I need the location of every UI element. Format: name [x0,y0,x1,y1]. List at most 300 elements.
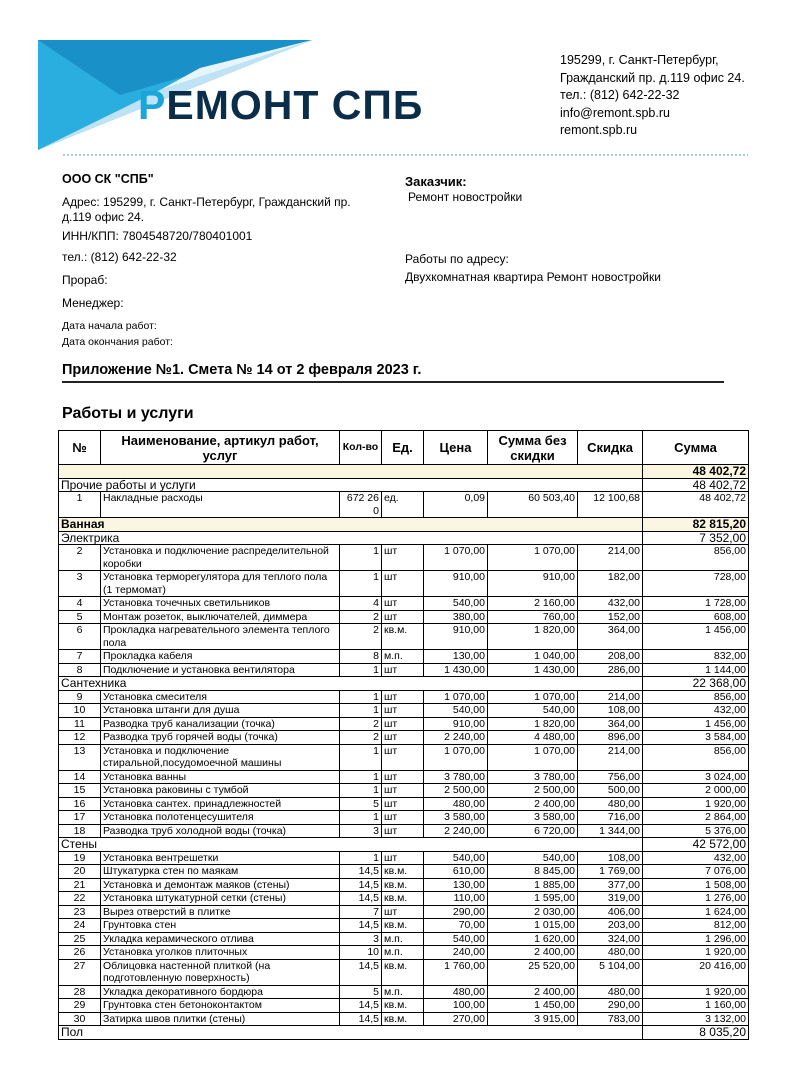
row-number: 5 [59,610,101,624]
table-body [59,465,749,1040]
row-sum: 1 276,00 [643,892,749,906]
row-unit: шт [382,610,424,624]
row-price: 130,00 [424,650,488,664]
customer-info [405,174,745,284]
row-qty: 14,5 [340,919,382,933]
row-discount: 364,00 [578,624,643,650]
table-header [59,431,749,465]
table-row [59,932,749,946]
row-price: 540,00 [424,597,488,611]
col-discount: Скидка [578,431,643,465]
row-discount: 286,00 [578,663,643,677]
row-price: 0,09 [424,492,488,518]
table-row [59,650,749,664]
row-number: 22 [59,892,101,906]
group-sum: 82 815,20 [643,518,749,532]
table-row [59,1012,749,1026]
table-row [59,571,749,597]
row-number: 2 [59,545,101,571]
row-qty: 1 [340,784,382,798]
row-name: Вырез отверстий в плитке [101,905,340,919]
row-sum: 728,00 [643,571,749,597]
row-number: 4 [59,597,101,611]
row-qty: 7 [340,905,382,919]
row-number: 1 [59,492,101,518]
row-sum: 20 416,00 [643,959,749,985]
table-row [59,851,749,865]
row-name: Облицовка настенной плиткой (на подготовленную поверхность) [101,959,340,985]
row-number: 27 [59,959,101,985]
row-sum: 1 144,00 [643,663,749,677]
row-unit: кв.м. [382,865,424,879]
row-gross: 540,00 [488,851,578,865]
row-price: 110,00 [424,892,488,906]
row-price: 2 240,00 [424,824,488,838]
row-name: Установка и подключение распределительной коробки [101,545,340,571]
row-name: Разводка труб канализации (точка) [101,717,340,731]
row-qty: 1 [340,690,382,704]
table-row [59,690,749,704]
table-row [59,731,749,745]
category-row [59,478,749,492]
row-qty: 14,5 [340,1012,382,1026]
row-gross: 1 820,00 [488,717,578,731]
table-row [59,704,749,718]
row-sum: 832,00 [643,650,749,664]
row-gross: 910,00 [488,571,578,597]
group-name: Сантехника [59,677,643,691]
row-number: 10 [59,704,101,718]
row-number: 20 [59,865,101,879]
category-row [59,531,749,545]
row-qty: 4 [340,597,382,611]
row-number: 13 [59,744,101,770]
row-number: 26 [59,946,101,960]
row-qty: 2 [340,717,382,731]
col-qty: Кол-во [340,431,382,465]
category-row [59,838,749,852]
row-name: Установка штанги для душа [101,704,340,718]
row-number: 18 [59,824,101,838]
row-gross: 2 160,00 [488,597,578,611]
table-row [59,811,749,825]
row-discount: 12 100,68 [578,492,643,518]
row-name: Прокладка нагревательного элемента теплого пола [101,624,340,650]
row-number: 14 [59,770,101,784]
col-gross: Сумма без скидки [488,431,578,465]
row-price: 1 070,00 [424,690,488,704]
row-unit: м.п. [382,650,424,664]
group-name: Прочие работы и услуги [59,478,643,492]
group-sum: 7 352,00 [643,531,749,545]
dotted-divider [62,153,748,157]
row-discount: 377,00 [578,878,643,892]
row-discount: 480,00 [578,946,643,960]
row-gross: 1 820,00 [488,624,578,650]
row-unit: кв.м. [382,892,424,906]
row-name: Монтаж розеток, выключателей, диммера [101,610,340,624]
row-number: 12 [59,731,101,745]
row-qty: 1 [340,811,382,825]
row-unit: кв.м. [382,919,424,933]
row-sum: 3 132,00 [643,1012,749,1026]
row-unit: шт [382,744,424,770]
row-qty: 1 [340,744,382,770]
row-number: 9 [59,690,101,704]
row-unit: ед. [382,492,424,518]
row-discount: 152,00 [578,610,643,624]
table-row [59,597,749,611]
row-sum: 3 024,00 [643,770,749,784]
row-discount: 214,00 [578,744,643,770]
contact-address-line2: Гражданский пр. д.119 офис 24. [560,70,745,85]
row-discount: 756,00 [578,770,643,784]
row-price: 3 780,00 [424,770,488,784]
row-discount: 1 344,00 [578,824,643,838]
group-name: Пол [59,1026,643,1040]
row-name: Укладка декоративного бордюра [101,985,340,999]
row-price: 540,00 [424,704,488,718]
address-value: Двухкомнатная квартира Ремонт новостройки [405,270,661,284]
row-sum: 1 920,00 [643,797,749,811]
row-sum: 1 456,00 [643,624,749,650]
row-unit: м.п. [382,985,424,999]
row-name: Затирка швов плитки (стены) [101,1012,340,1026]
contractor-name: ООО СК "СПБ" [62,172,154,186]
contact-website[interactable]: remont.spb.ru [560,123,638,137]
row-gross: 1 070,00 [488,690,578,704]
table-row [59,624,749,650]
row-gross: 1 885,00 [488,878,578,892]
category-row [59,1026,749,1040]
row-discount: 182,00 [578,571,643,597]
room-row [59,518,749,532]
row-qty: 5 [340,985,382,999]
row-gross: 1 070,00 [488,744,578,770]
row-number: 19 [59,851,101,865]
row-gross: 1 450,00 [488,999,578,1013]
row-discount: 208,00 [578,650,643,664]
row-number: 8 [59,663,101,677]
row-name: Прокладка кабеля [101,650,340,664]
row-gross: 3 915,00 [488,1012,578,1026]
col-price: Цена [424,431,488,465]
row-name: Установка ванны [101,770,340,784]
row-gross: 60 503,40 [488,492,578,518]
table-row [59,610,749,624]
row-unit: кв.м. [382,878,424,892]
row-price: 610,00 [424,865,488,879]
row-unit: кв.м. [382,624,424,650]
group-name: Электрика [59,531,643,545]
row-name: Установка вентрешетки [101,851,340,865]
row-qty: 5 [340,797,382,811]
row-gross: 760,00 [488,610,578,624]
row-discount: 500,00 [578,784,643,798]
row-name: Установка полотенцесушителя [101,811,340,825]
row-number: 7 [59,650,101,664]
col-name: Наименование, артикул работ, услуг [101,431,340,465]
row-price: 270,00 [424,1012,488,1026]
row-sum: 2 864,00 [643,811,749,825]
row-sum: 432,00 [643,851,749,865]
row-gross: 540,00 [488,704,578,718]
row-name: Грунтовка стен [101,919,340,933]
row-gross: 1 070,00 [488,545,578,571]
row-gross: 2 400,00 [488,946,578,960]
row-name: Подключение и установка вентилятора [101,663,340,677]
row-number: 15 [59,784,101,798]
row-unit: шт [382,704,424,718]
table-row [59,824,749,838]
total-row [59,465,749,479]
row-unit: шт [382,824,424,838]
row-gross: 25 520,00 [488,959,578,985]
company-logo [0,0,424,160]
row-qty: 1 [340,663,382,677]
row-unit: шт [382,784,424,798]
row-number: 21 [59,878,101,892]
row-sum: 1 508,00 [643,878,749,892]
row-price: 910,00 [424,717,488,731]
foreman-label: Прораб: [62,273,108,287]
col-unit: Ед. [382,431,424,465]
row-price: 480,00 [424,985,488,999]
row-unit: шт [382,811,424,825]
table-row [59,892,749,906]
manager-label: Менеджер: [62,296,124,310]
row-number: 28 [59,985,101,999]
row-qty: 672 26 0 [340,492,382,518]
group-sum: 48 402,72 [643,465,749,479]
contractor-address: Адрес: 195299, г. Санкт-Петербург, Гражданский пр. д.119 офис 24. [62,195,351,224]
row-price: 910,00 [424,571,488,597]
row-discount: 214,00 [578,690,643,704]
row-price: 3 580,00 [424,811,488,825]
row-qty: 1 [340,704,382,718]
row-price: 480,00 [424,797,488,811]
row-qty: 1 [340,851,382,865]
table-row [59,492,749,518]
contact-email[interactable]: info@remont.spb.ru [560,105,670,120]
row-unit: шт [382,731,424,745]
row-unit: шт [382,690,424,704]
row-unit: шт [382,905,424,919]
table-row [59,784,749,798]
row-name: Установка терморегулятора для теплого пола (1 термомат) [101,571,340,597]
row-discount: 203,00 [578,919,643,933]
row-qty: 14,5 [340,959,382,985]
row-unit: шт [382,797,424,811]
row-unit: шт [382,545,424,571]
appendix-title: Приложение №1. Смета № 14 от 2 февраля 2023 г. [62,362,724,383]
row-unit: шт [382,770,424,784]
row-price: 1 070,00 [424,744,488,770]
estimate-table [58,430,749,1040]
row-number: 25 [59,932,101,946]
row-name: Разводка труб холодной воды (точка) [101,824,340,838]
row-name: Установка точечных светильников [101,597,340,611]
row-price: 380,00 [424,610,488,624]
row-gross: 3 580,00 [488,811,578,825]
row-discount: 319,00 [578,892,643,906]
col-number: № [59,431,101,465]
table-row [59,959,749,985]
row-unit: шт [382,717,424,731]
row-price: 130,00 [424,878,488,892]
col-sum: Сумма [643,431,749,465]
row-name: Накладные расходы [101,492,340,518]
row-price: 540,00 [424,932,488,946]
row-discount: 5 104,00 [578,959,643,985]
group-sum: 42 572,00 [643,838,749,852]
row-name: Установка уголков плиточных [101,946,340,960]
table-row [59,717,749,731]
logo-graphic [0,0,420,160]
row-gross: 1 595,00 [488,892,578,906]
row-gross: 2 400,00 [488,985,578,999]
row-discount: 290,00 [578,999,643,1013]
row-gross: 8 845,00 [488,865,578,879]
table-row [59,905,749,919]
row-sum: 1 624,00 [643,905,749,919]
table-row [59,985,749,999]
row-name: Установка раковины с тумбой [101,784,340,798]
row-discount: 324,00 [578,932,643,946]
table-row [59,878,749,892]
row-unit: шт [382,663,424,677]
table-row [59,545,749,571]
table-row [59,770,749,784]
table-row [59,946,749,960]
table-row [59,865,749,879]
row-number: 30 [59,1012,101,1026]
row-sum: 48 402,72 [643,492,749,518]
row-gross: 2 030,00 [488,905,578,919]
row-unit: кв.м. [382,1012,424,1026]
group-sum: 22 368,00 [643,677,749,691]
row-sum: 856,00 [643,545,749,571]
row-discount: 480,00 [578,985,643,999]
row-qty: 2 [340,624,382,650]
row-price: 910,00 [424,624,488,650]
row-qty: 10 [340,946,382,960]
row-number: 29 [59,999,101,1013]
row-sum: 2 000,00 [643,784,749,798]
row-name: Разводка труб горячей воды (точка) [101,731,340,745]
row-sum: 856,00 [643,690,749,704]
row-number: 23 [59,905,101,919]
row-sum: 1 728,00 [643,597,749,611]
group-name: Стены [59,838,643,852]
row-discount: 783,00 [578,1012,643,1026]
row-qty: 2 [340,731,382,745]
group-name: Ванная [59,518,643,532]
end-date-label: Дата окончания работ: [62,336,173,348]
row-qty: 14,5 [340,878,382,892]
row-discount: 406,00 [578,905,643,919]
row-number: 17 [59,811,101,825]
row-price: 1 430,00 [424,663,488,677]
row-discount: 896,00 [578,731,643,745]
row-discount: 1 769,00 [578,865,643,879]
row-sum: 1 920,00 [643,946,749,960]
table-row [59,797,749,811]
row-unit: кв.м. [382,959,424,985]
row-number: 6 [59,624,101,650]
group-sum: 48 402,72 [643,478,749,492]
row-sum: 812,00 [643,919,749,933]
row-sum: 1 160,00 [643,999,749,1013]
row-qty: 2 [340,610,382,624]
row-discount: 716,00 [578,811,643,825]
logo-text: РЕМОНТ СПБ [138,82,424,128]
row-discount: 214,00 [578,545,643,571]
row-gross: 2 400,00 [488,797,578,811]
row-qty: 14,5 [340,892,382,906]
row-number: 24 [59,919,101,933]
row-price: 1 760,00 [424,959,488,985]
group-sum: 8 035,20 [643,1026,749,1040]
row-qty: 14,5 [340,865,382,879]
row-sum: 7 076,00 [643,865,749,879]
row-unit: м.п. [382,946,424,960]
row-sum: 432,00 [643,704,749,718]
row-price: 1 070,00 [424,545,488,571]
row-price: 290,00 [424,905,488,919]
row-price: 100,00 [424,999,488,1013]
row-qty: 3 [340,932,382,946]
row-qty: 3 [340,824,382,838]
row-sum: 5 376,00 [643,824,749,838]
row-price: 70,00 [424,919,488,933]
row-discount: 108,00 [578,704,643,718]
row-name: Штукатурка стен по маякам [101,865,340,879]
row-name: Установка и подключение стиральной,посудомоечной машины [101,744,340,770]
row-unit: шт [382,851,424,865]
row-discount: 480,00 [578,797,643,811]
row-gross: 1 015,00 [488,919,578,933]
row-discount: 432,00 [578,597,643,611]
table-row [59,919,749,933]
row-qty: 1 [340,545,382,571]
address-label: Работы по адресу: [405,252,509,266]
row-gross: 1 040,00 [488,650,578,664]
contact-address-line1: 195299, г. Санкт-Петербург, [560,53,719,67]
row-gross: 2 500,00 [488,784,578,798]
company-contacts [560,52,745,140]
customer-name: Ремонт новостройки [408,190,523,204]
row-number: 16 [59,797,101,811]
table-row [59,663,749,677]
row-price: 2 500,00 [424,784,488,798]
row-gross: 4 480,00 [488,731,578,745]
contractor-inn: ИНН/КПП: 7804548720/780401001 [62,229,253,243]
row-sum: 1 296,00 [643,932,749,946]
row-unit: шт [382,571,424,597]
section-title: Работы и услуги [62,405,194,422]
contractor-phone: тел.: (812) 642-22-32 [62,250,177,264]
row-qty: 8 [340,650,382,664]
row-unit: м.п. [382,932,424,946]
row-qty: 14,5 [340,999,382,1013]
row-gross: 6 720,00 [488,824,578,838]
category-row [59,677,749,691]
row-qty: 1 [340,770,382,784]
row-discount: 108,00 [578,851,643,865]
table-row [59,999,749,1013]
total-label [59,465,643,479]
